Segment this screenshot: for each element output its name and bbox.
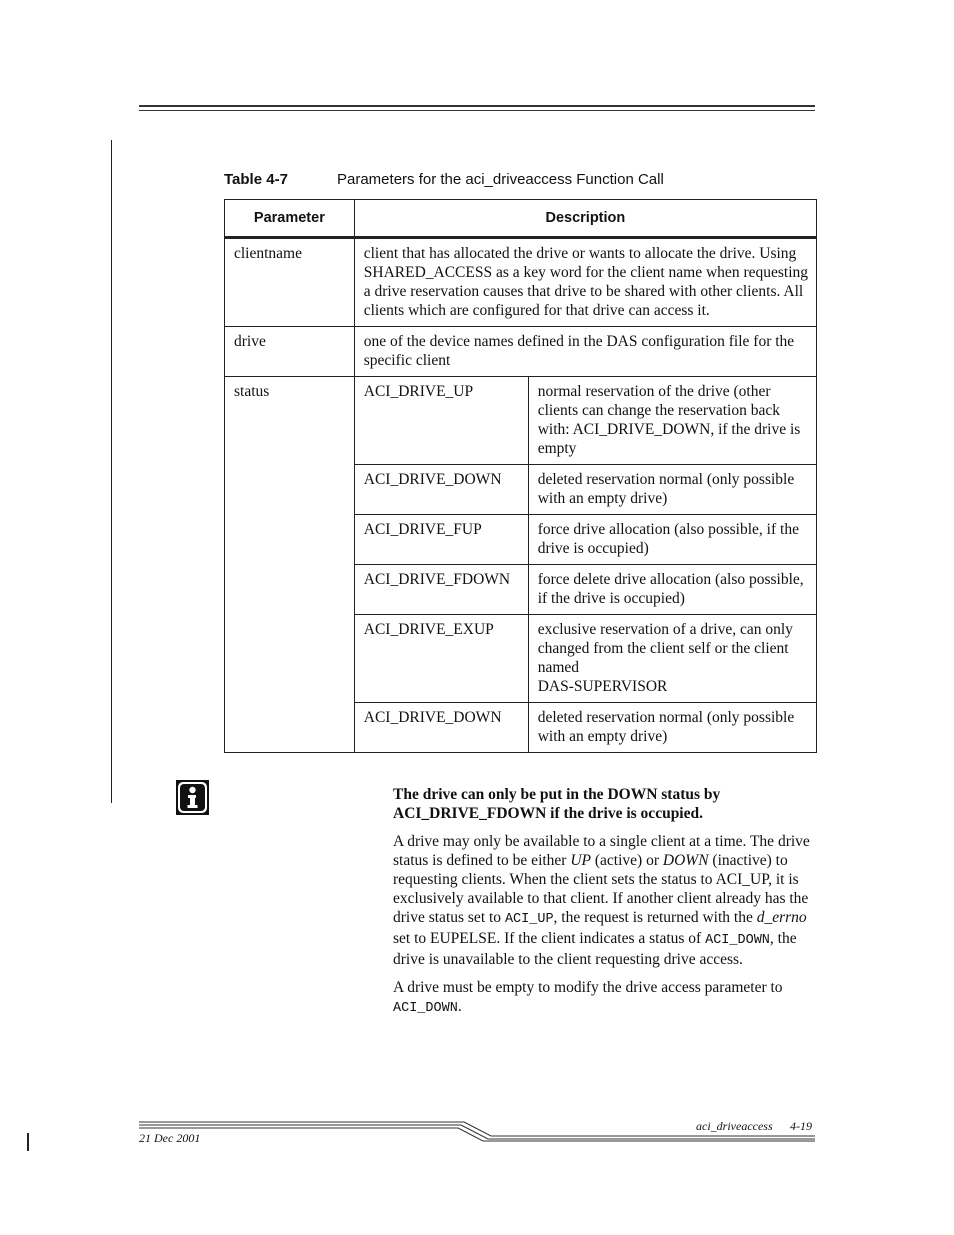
code-aci-down: ACI_DOWN [393, 1001, 458, 1016]
footer-date: 21 Dec 2001 [139, 1131, 201, 1145]
up-term: UP [570, 852, 592, 869]
status-desc-cell: normal reservation of the drive (other clients can change the reservation back with: ACI_DRIVE_DOWN, if the drive is empty [528, 377, 816, 465]
header-rule-top [139, 105, 815, 107]
status-value-cell: ACI_DRIVE_FUP [354, 515, 528, 565]
status-value-cell: ACI_DRIVE_DOWN [354, 703, 528, 753]
text-run: set to EUPELSE. If the client indicates a status of [393, 930, 706, 947]
text-run: , the request is returned with the [553, 909, 757, 926]
status-desc-cell: force delete drive allocation (also possible, if the drive is occupied) [528, 565, 816, 615]
note-block [393, 785, 817, 1027]
info-icon [176, 780, 209, 815]
code-aci-up: ACI_UP [504, 912, 554, 927]
description-cell: one of the device names defined in the DAS configuration file for the specific client [354, 327, 816, 377]
text-run: , the drive is unavailable to the client requesting drive access. [393, 930, 797, 968]
text-run: (active) or [591, 852, 663, 869]
text-run: (inactive) to requesting clients. When the client sets the status to ACI_UP, it is exclusively available to that client. If another client already has the drive status set to [393, 852, 809, 926]
table-row [225, 238, 817, 327]
table-row [225, 327, 817, 377]
errno-term: d_errno [756, 909, 807, 926]
status-value-cell: ACI_DRIVE_DOWN [354, 465, 528, 515]
status-desc-cell: deleted reservation normal (only possible with an empty drive) [528, 703, 816, 753]
note-paragraph-1 [393, 832, 817, 969]
text-run: . [457, 998, 462, 1015]
footer-change-bar [27, 1133, 29, 1151]
down-term: DOWN [662, 852, 709, 869]
description-cell: client that has allocated the drive or wants to allocate the drive. Using SHARED_ACCESS as a key word for the client name when requesting a drive reservation causes that drive to be shared with other clients. All clients which are configured for that drive can access it. [354, 238, 816, 327]
status-desc-cell: deleted reservation normal (only possible with an empty drive) [528, 465, 816, 515]
param-cell: drive [225, 327, 355, 377]
note-paragraph-2 [393, 978, 817, 1018]
status-desc-cell [528, 615, 816, 703]
header-rule-bottom [139, 110, 815, 111]
status-desc-cell: force drive allocation (also possible, if the drive is occupied) [528, 515, 816, 565]
table-header-row [225, 200, 817, 238]
note-bold-text: The drive can only be put in the DOWN status by ACI_DRIVE_FDOWN if the drive is occupied. [393, 786, 721, 822]
text-run: A drive may only be available to a single client at a time. The drive status is defined to be either [393, 833, 810, 869]
text-run: A drive must be empty to modify the drive access parameter to [393, 979, 783, 996]
table-number: Table 4-7 [224, 171, 288, 188]
param-cell-status: status [225, 377, 355, 753]
column-header-description: Description [354, 200, 816, 238]
status-desc-supervisor: DAS-SUPERVISOR [537, 678, 668, 695]
footer-function-name: aci_driveaccess [696, 1119, 773, 1133]
status-value-cell: ACI_DRIVE_UP [354, 377, 528, 465]
parameters-table [224, 199, 817, 753]
column-header-parameter: Parameter [225, 200, 355, 238]
change-bar [111, 140, 112, 803]
code-aci-down: ACI_DOWN [705, 933, 770, 948]
table-title: Parameters for the aci_driveaccess Function Call [337, 171, 664, 188]
status-desc-text: exclusive reservation of a drive, can only changed from the client self or the client named [537, 621, 793, 676]
footer-page-number: 4-19 [790, 1119, 812, 1133]
param-cell: clientname [225, 238, 355, 327]
table-row [225, 377, 817, 465]
status-value-cell: ACI_DRIVE_EXUP [354, 615, 528, 703]
table-caption [224, 171, 664, 188]
status-value-cell: ACI_DRIVE_FDOWN [354, 565, 528, 615]
